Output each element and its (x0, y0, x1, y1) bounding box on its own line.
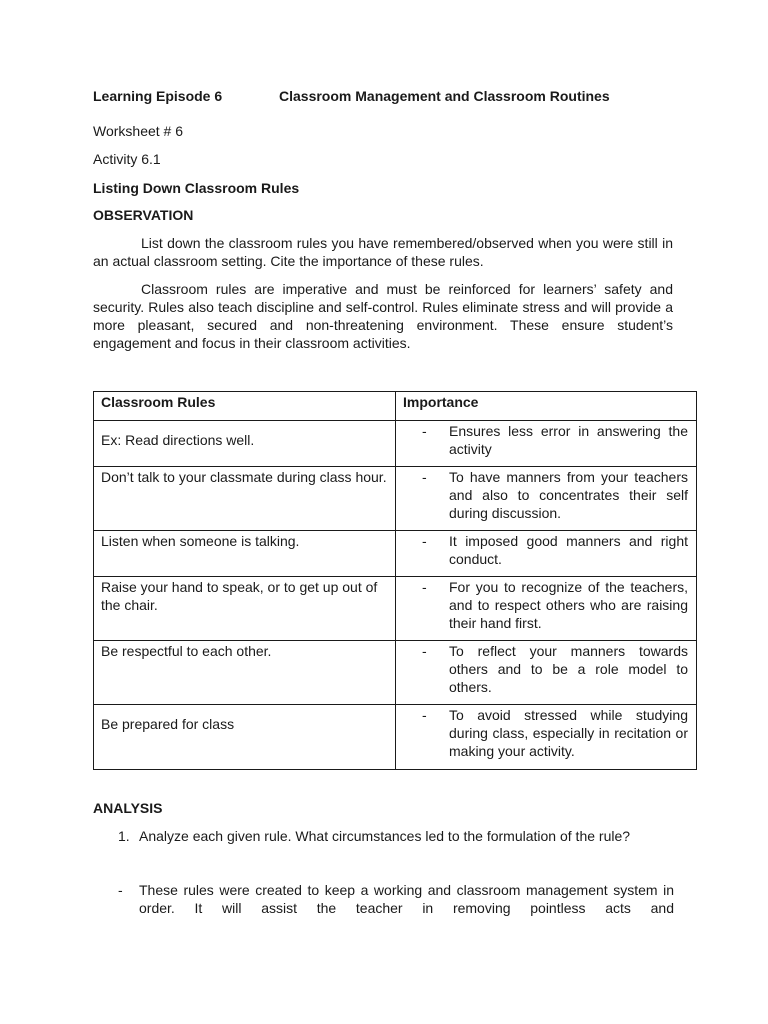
episode-label: Learning Episode 6 (93, 88, 223, 104)
importance-cell: - For you to recognize of the teachers, and to respect others who are raising their hand first. (396, 577, 697, 641)
header-importance: Importance (396, 392, 697, 421)
observation-answer-text: Classroom rules are imperative and must be reinforced for learners’ safety and security. Rules also teach discipline and self-control. Rules eliminate stress and will provide a more pleasant, secured and non-threatening environment. These ensure student’s engagement and focus in their classroom activities. (93, 281, 673, 351)
dash-bullet: - (422, 533, 427, 549)
table-row (94, 467, 697, 531)
analysis-question-1 (118, 827, 674, 845)
table-row (94, 531, 697, 577)
rule-cell: Raise your hand to speak, or to get up out of the chair. (94, 577, 396, 641)
importance-cell: - It imposed good manners and right conduct. (396, 531, 697, 577)
importance-cell: - To have manners from your teachers and also to concentrates their self during discussion. (396, 467, 697, 531)
rule-cell: Don’t talk to your classmate during class hour. (94, 467, 396, 531)
rule-cell: Ex: Read directions well. (94, 421, 396, 467)
rule-cell: Be respectful to each other. (94, 641, 396, 705)
rule-cell: Listen when someone is talking. (94, 531, 396, 577)
dash-bullet: - (118, 882, 123, 898)
worksheet-number: Worksheet # 6 (93, 123, 184, 139)
table-row (94, 577, 697, 641)
episode-title: Classroom Management and Classroom Routines (279, 88, 610, 104)
rule-cell: Be prepared for class (94, 705, 396, 770)
observation-heading: OBSERVATION (93, 207, 194, 223)
rules-table (93, 391, 697, 770)
analysis-heading: ANALYSIS (93, 800, 163, 816)
question-text: Analyze each given rule. What circumstances led to the formulation of the rule? (139, 828, 631, 844)
activity-number: Activity 6.1 (93, 151, 161, 167)
table-row (94, 421, 697, 467)
dash-bullet: - (422, 707, 427, 723)
importance-cell: - Ensures less error in answering the activity (396, 421, 697, 467)
activity-title: Listing Down Classroom Rules (93, 180, 300, 196)
header-classroom-rules: Classroom Rules (94, 392, 396, 421)
dash-bullet: - (422, 579, 427, 595)
table-header-row (94, 392, 697, 421)
dash-bullet: - (422, 469, 427, 485)
importance-cell: - To avoid stressed while studying during class, especially in recitation or making your activity. (396, 705, 697, 770)
dash-bullet: - (422, 423, 427, 439)
importance-cell: - To reflect your manners towards others and to be a role model to others. (396, 641, 697, 705)
observation-answer (93, 280, 673, 352)
table-row (94, 705, 697, 770)
question-number: 1. (118, 828, 130, 844)
observation-instruction (93, 234, 673, 270)
table-row (94, 641, 697, 705)
analysis-answer-1 (118, 881, 674, 917)
dash-bullet: - (422, 643, 427, 659)
observation-instruction-text: List down the classroom rules you have remembered/observed when you were still in an actual classroom setting. Cite the importance of these rules. (93, 235, 673, 269)
answer-text: These rules were created to keep a working and classroom management system in order. It will assist the teacher in removing pointless acts and (139, 882, 674, 916)
